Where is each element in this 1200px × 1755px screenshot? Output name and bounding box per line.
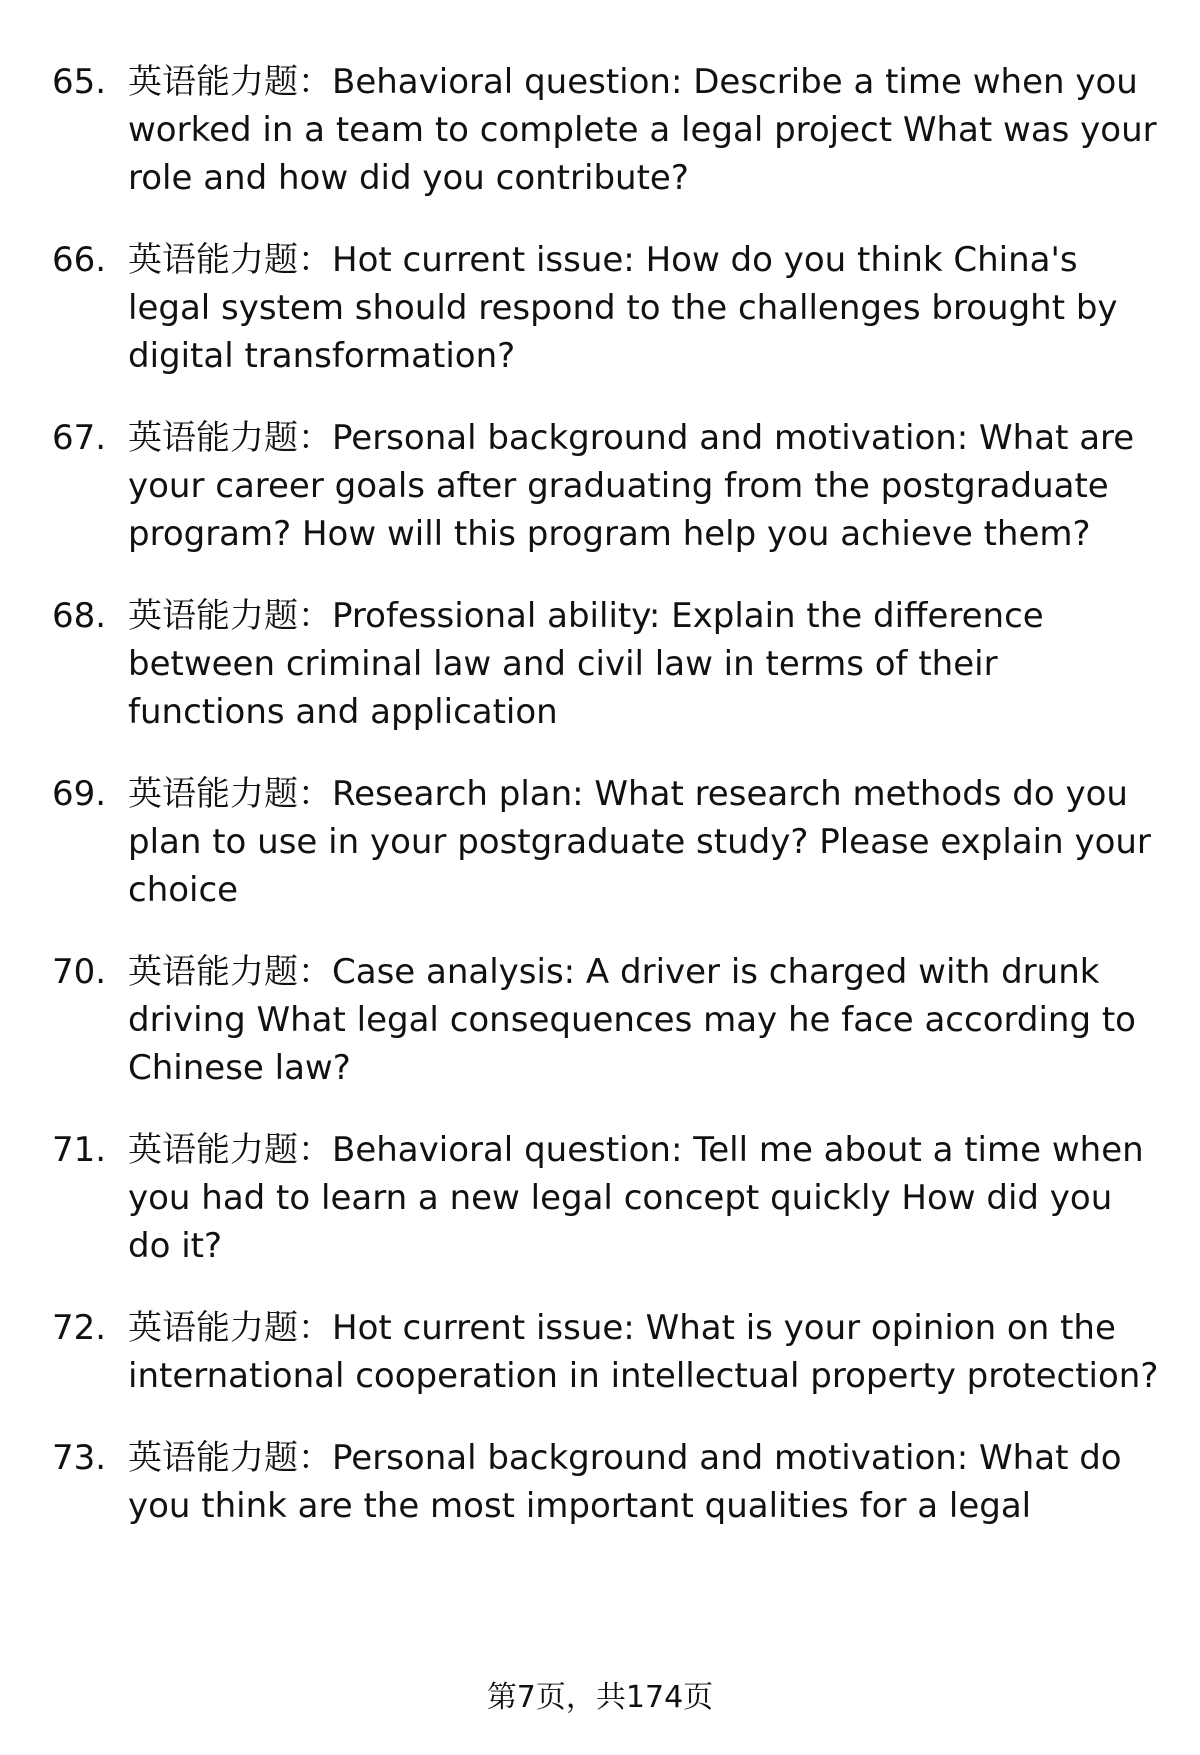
question-text: 英语能力题：Hot current issue: What is your opinion on the international cooperation in intellectual property protection?: [128, 1308, 1159, 1396]
question-text: 英语能力题：Professional ability: Explain the difference between criminal law and civil law in terms of their functions and application: [128, 596, 1044, 732]
question-item-71: [0, 1126, 1200, 1270]
question-text: 英语能力题：Personal background and motivation: What do you think are the most important qualities for a legal: [128, 1438, 1122, 1526]
question-number: 66.: [52, 240, 107, 280]
question-item-65: [0, 58, 1200, 202]
question-text: 英语能力题：Hot current issue: How do you think China's legal system should respond to the challenges brought by digital transformation?: [128, 240, 1118, 376]
question-text: 英语能力题：Behavioral question: Describe a time when you worked in a team to complete a legal project What was your role and how did you contribute?: [128, 62, 1157, 198]
question-item-66: [0, 236, 1200, 380]
question-text: 英语能力题：Behavioral question: Tell me about a time when you had to learn a new legal concept quickly How did you do it?: [128, 1130, 1144, 1266]
question-number: 73.: [52, 1438, 107, 1478]
question-text: 英语能力题：Personal background and motivation: What are your career goals after graduating from the postgraduate program? How will this program help you achieve them?: [128, 418, 1135, 554]
question-item-69: [0, 770, 1200, 914]
question-item-67: [0, 414, 1200, 558]
question-text: 英语能力题：Case analysis: A driver is charged with drunk driving What legal consequences may he face according to Chinese law?: [128, 952, 1136, 1088]
question-list: [0, 58, 1200, 1564]
question-number: 67.: [52, 418, 107, 458]
question-item-73: [0, 1434, 1200, 1530]
question-text: 英语能力题：Research plan: What research methods do you plan to use in your postgraduate study? Please explain your choice: [128, 774, 1151, 910]
question-number: 68.: [52, 596, 107, 636]
question-number: 65.: [52, 62, 107, 102]
question-number: 72.: [52, 1308, 107, 1348]
page-number-label: 第7页，共174页: [486, 1680, 714, 1715]
question-number: 71.: [52, 1130, 107, 1170]
question-number: 70.: [52, 952, 107, 992]
question-item-70: [0, 948, 1200, 1092]
question-item-68: [0, 592, 1200, 736]
question-item-72: [0, 1304, 1200, 1400]
question-number: 69.: [52, 774, 107, 814]
page-footer: [0, 1678, 1200, 1718]
